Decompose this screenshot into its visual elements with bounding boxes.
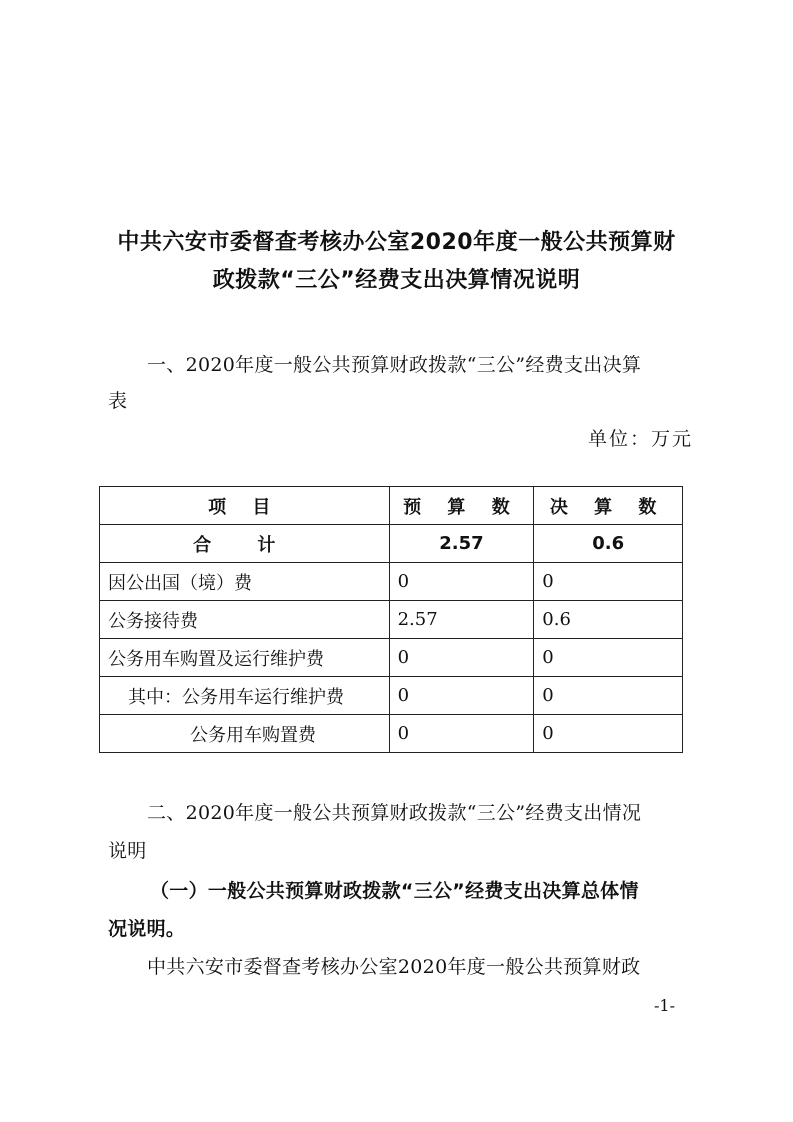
row-budget: 0 <box>389 677 534 715</box>
row-budget: 0 <box>389 639 534 677</box>
section-1-heading-continued: 表 <box>108 390 128 412</box>
row-label: 公务用车购置费 <box>100 715 390 753</box>
page-number: -1- <box>654 996 675 1015</box>
row-label: 其中：公务用车运行维护费 <box>100 677 390 715</box>
table-row <box>100 639 683 677</box>
row-budget: 2.57 <box>389 601 534 639</box>
row-label: 公务接待费 <box>100 601 390 639</box>
row-actual: 0 <box>534 563 683 601</box>
total-label: 合 计 <box>100 525 390 563</box>
row-label: 公务用车购置及运行维护费 <box>100 639 390 677</box>
header-actual: 决 算 数 <box>534 487 683 525</box>
row-budget: 0 <box>389 715 534 753</box>
section-1-heading: 一、2020年度一般公共预算财政拨款“三公”经费支出决算 <box>147 354 642 376</box>
unit-label: 单位：万元 <box>587 428 693 450</box>
table-row <box>100 601 683 639</box>
subsection-1-heading-continued: 况说明。 <box>108 918 186 940</box>
row-actual: 0.6 <box>534 601 683 639</box>
header-item: 项 目 <box>100 487 390 525</box>
row-actual: 0 <box>534 715 683 753</box>
row-actual: 0 <box>534 677 683 715</box>
row-budget: 0 <box>389 563 534 601</box>
table-row <box>100 677 683 715</box>
total-actual: 0.6 <box>534 525 683 563</box>
document-title-line-1: 中共六安市委督查考核办公室2020年度一般公共预算财 <box>117 230 676 255</box>
subsection-1-heading: （一）一般公共预算财政拨款“三公”经费支出决算总体情 <box>150 880 639 902</box>
body-paragraph: 中共六安市委督查考核办公室2020年度一般公共预算财政 <box>147 956 641 978</box>
three-public-expenses-table <box>99 486 683 753</box>
row-label: 因公出国（境）费 <box>100 563 390 601</box>
table-row <box>100 563 683 601</box>
table-header-row <box>100 487 683 525</box>
table-row <box>100 715 683 753</box>
header-budget: 预 算 数 <box>389 487 534 525</box>
table-total-row <box>100 525 683 563</box>
row-actual: 0 <box>534 639 683 677</box>
section-2-heading-continued: 说明 <box>108 840 147 862</box>
document-title-line-2: 政拨款“三公”经费支出决算情况说明 <box>212 268 581 293</box>
section-2-heading: 二、2020年度一般公共预算财政拨款“三公”经费支出情况 <box>147 802 642 824</box>
total-budget: 2.57 <box>389 525 534 563</box>
